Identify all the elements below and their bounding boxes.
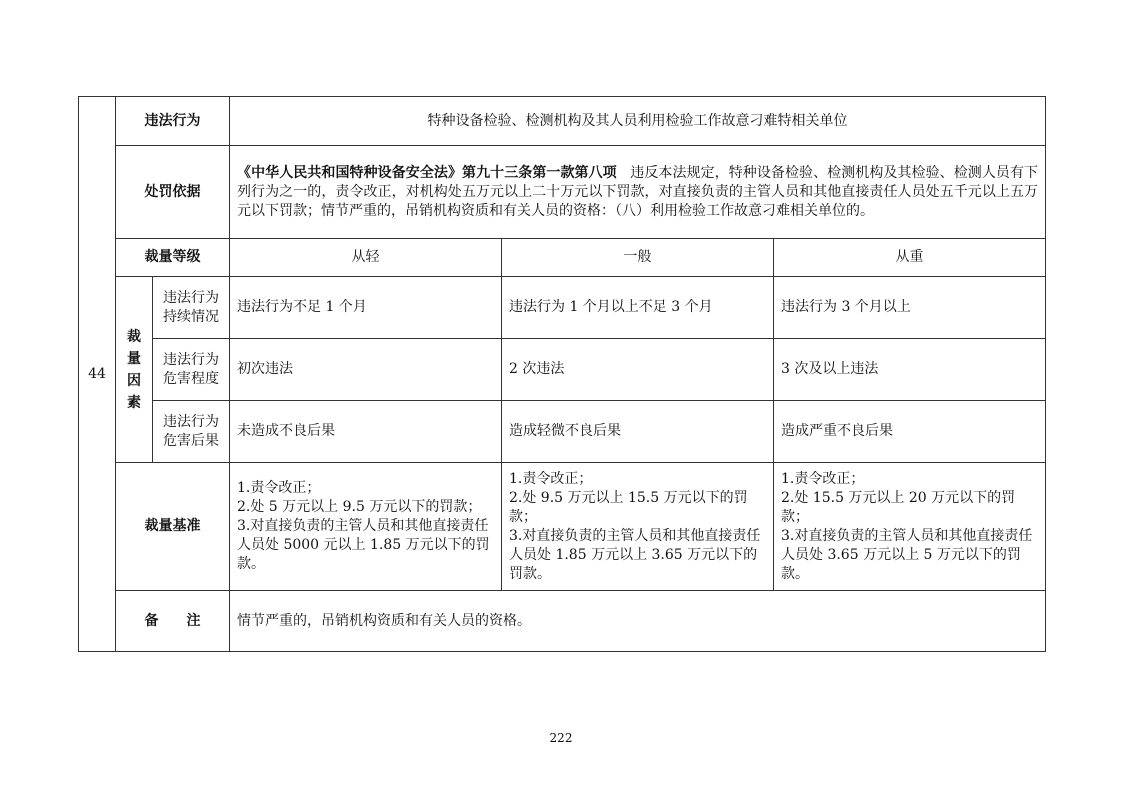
page-number: 222	[549, 731, 573, 745]
factor-label-line: 危害程度	[163, 370, 219, 387]
levels-label: 裁量等级	[116, 239, 230, 277]
item-number: 44	[79, 97, 116, 652]
factors-label-char: 裁	[127, 328, 141, 345]
row-levels	[79, 239, 1046, 277]
standard-general: 1.责令改正； 2.处 9.5 万元以上 15.5 万元以下的罚款； 3.对直接负责的主管人员和其他直接责任人员处 1.85 万元以上 3.65 万元以下的罚款。	[502, 463, 774, 591]
factor-light: 违法行为不足 1 个月	[230, 277, 502, 339]
factors-label-char: 量	[127, 350, 141, 367]
factors-label-char: 素	[127, 394, 141, 411]
factor-label-line: 危害后果	[163, 432, 219, 449]
factor-heavy: 违法行为 3 个月以上	[774, 277, 1046, 339]
standard-label: 裁量基准	[116, 463, 230, 591]
penalty-discretion-table	[78, 96, 1046, 652]
factor-label-line: 持续情况	[163, 308, 219, 325]
basis-law-title: 《中华人民共和国特种设备安全法》第九十三条第一款第八项	[237, 164, 617, 181]
factor-label	[153, 339, 230, 401]
row-remarks	[79, 591, 1046, 652]
factor-light: 初次违法	[230, 339, 502, 401]
level-light: 从轻	[230, 239, 502, 277]
factors-label	[116, 277, 153, 463]
basis-law-text: 违反本法规定，特种设备检验、检测机构及其检验、检测人员有下列行为之一的，责令改正，对机构处五万元以上二十万元以下罚款，对直接负责的主管人员和其他直接责任人员处五千元以上五万元以下罚款；情节严重的，吊销机构资质和有关人员的资格：（八）利用检验工作故意刁难相关单位的。	[237, 164, 1039, 219]
row-violation	[79, 97, 1046, 146]
factor-heavy: 造成严重不良后果	[774, 401, 1046, 463]
factor-label	[153, 401, 230, 463]
factor-label-line: 违法行为	[163, 351, 219, 368]
violation-label: 违法行为	[116, 97, 230, 146]
remarks-label: 备 注	[116, 591, 230, 652]
row-factor-severity	[79, 339, 1046, 401]
remarks-value: 情节严重的，吊销机构资质和有关人员的资格。	[230, 591, 1046, 652]
standard-light: 1.责令改正； 2.处 5 万元以上 9.5 万元以下的罚款； 3.对直接负责的主管人员和其他直接责任人员处 5000 元以上 1.85 万元以下的罚款。	[230, 463, 502, 591]
row-standard	[79, 463, 1046, 591]
basis-label: 处罚依据	[116, 146, 230, 239]
factor-general: 2 次违法	[502, 339, 774, 401]
row-factor-consequence	[79, 401, 1046, 463]
factor-label-line: 违法行为	[163, 413, 219, 430]
factors-label-char: 因	[127, 372, 141, 389]
factor-general: 造成轻微不良后果	[502, 401, 774, 463]
factor-label	[153, 277, 230, 339]
basis-content	[230, 146, 1046, 239]
level-general: 一般	[502, 239, 774, 277]
factor-label-line: 违法行为	[163, 289, 219, 306]
standard-heavy: 1.责令改正； 2.处 15.5 万元以上 20 万元以下的罚款； 3.对直接负责的主管人员和其他直接责任人员处 3.65 万元以上 5 万元以下的罚款。	[774, 463, 1046, 591]
row-basis	[79, 146, 1046, 239]
penalty-table-container	[78, 96, 1045, 651]
level-heavy: 从重	[774, 239, 1046, 277]
row-factor-duration	[79, 277, 1046, 339]
factor-general: 违法行为 1 个月以上不足 3 个月	[502, 277, 774, 339]
factor-heavy: 3 次及以上违法	[774, 339, 1046, 401]
factor-light: 未造成不良后果	[230, 401, 502, 463]
violation-value: 特种设备检验、检测机构及其人员利用检验工作故意刁难特相关单位	[230, 97, 1046, 146]
